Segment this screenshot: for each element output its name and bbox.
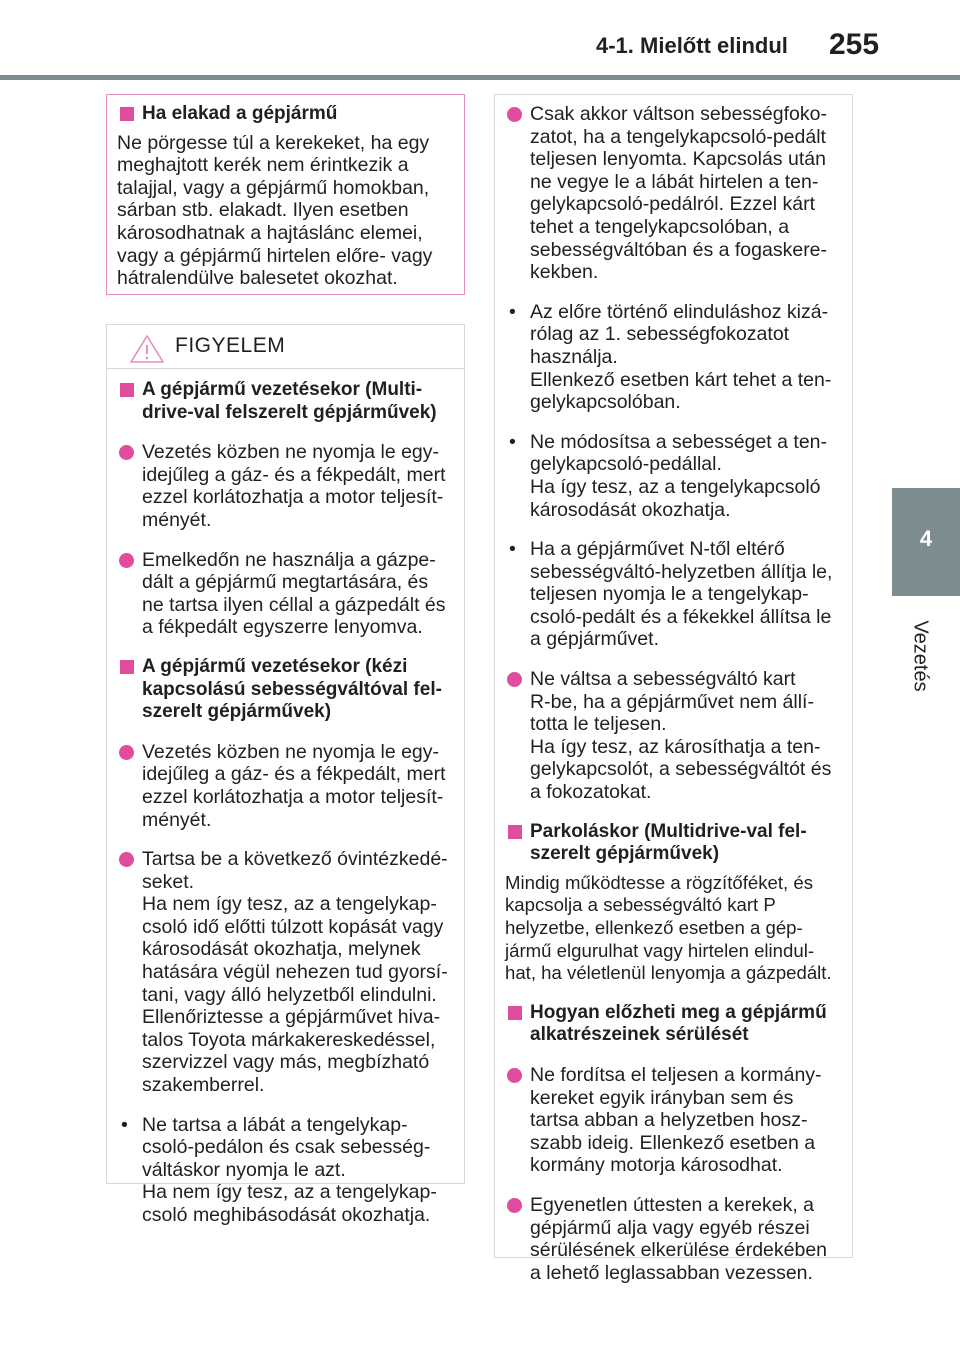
sub-bullet-stop-position: • Ha a gépjárművet N-től eltérő sebességváltó-helyzetben állítja le, teljesen nyomja le a tengelykap- csoló-pedált és a fékekkel állítsa le a gépjárművet. — [505, 538, 842, 651]
bullet-precautions: Tartsa be a következő óvintézkedé- seket. Ha nem így tesz, az a tengelykap- csoló idő előtti túlzott kopását vagy károsodását okozhatja, melynek hatására végül nehezen tud gyorsí- tani, vagy álló helyzetből elindulni. Ellenőriztesse a gépjárművet hiva- talos Toyota márkakereskedéssel, szervizzel vagy más, megbízható szakemberrel. — [117, 848, 454, 1097]
chapter-tab[interactable] — [892, 488, 960, 596]
note-text: Ne pörgesse túl a kerekeket, ha egy meghajtott kerék nem érintkezik a talajjal, vagy a gépjármű homokban, sárban stb. elakadt. Ilyen esetben károsodhatnak a hajtáslánc elemei, vagy a gépjármű hirtelen előre- vagy hátralendülve balesetet okozhat. — [117, 131, 433, 290]
heading-prevent-damage: Hogyan előzheti meg a gépjármű alkatrészeinek sérülését — [505, 1002, 842, 1047]
warning-triangle-icon — [129, 334, 165, 364]
note-box — [106, 94, 465, 295]
bullet-slope: Emelkedőn ne használja a gázpe- dált a gépjármű megtartására, és ne tartsa ilyen céllal a gázpedált és a fékpedált egyszerre lenyomva. — [117, 549, 454, 639]
chapter-number: 4 — [919, 526, 933, 551]
header-rule — [0, 75, 960, 80]
bullet-steering: Ne fordítsa el teljesen a kormány- kereket egyik irányban sem és tartsa abban a helyzetben hosz- szabb ideig. Ellenkező esetben a kormány motorja károsodhat. — [505, 1064, 842, 1177]
heading-parking: Parkoláskor (Multidrive-val fel- szerelt gépjárművek) — [505, 821, 842, 866]
bullet-pedals-manual: Vezetés közben ne nyomja le egy- idejűleg a gáz- és a fékpedált, mert ezzel korlátozhatja a motor teljesít- ményét. — [117, 741, 454, 831]
warning-heading-multidrive: A gépjármű vezetésekor (Multi- drive-val felszerelt gépjárművek) — [117, 379, 454, 424]
page-number: 255 — [829, 28, 880, 61]
sub-bullet-clutch-foot: • Ne tartsa a lábát a tengelykap- csoló-pedálon és csak sebesség- váltáskor nyomja le azt. Ha nem így tesz, az a tengelykap- csoló meghibásodását okozhatja. — [117, 1114, 454, 1227]
bullet-pedals-multidrive: Vezetés közben ne nyomja le egy- idejűleg a gáz- és a fékpedált, mert ezzel korlátozhatja a motor teljesít- ményét. — [117, 441, 454, 531]
note-heading: Ha elakad a gépjármű — [117, 103, 454, 126]
section-title: 4-1. Mielőtt elindul — [596, 33, 788, 58]
bullet-gear-change: Csak akkor váltson sebességfoko- zatot, ha a tengelykapcsoló-pedált teljesen lenyomta. Kapcsolás után ne vegye le a lábát hirtelen a ten- gelykapcsoló-pedálról. Ezzel kárt tehet a tengelykapcsolóban, a sebességváltóban és a fogaskere- kekben. — [505, 103, 842, 284]
page-header — [0, 0, 960, 80]
bullet-reverse: Ne váltsa a sebességváltó kart R-be, ha a gépjárművet nem állí- totta le teljesen. Ha így tesz, az károsíthatja a ten- gelykapcsolót, a sebességváltót és a fokozatokat. — [505, 668, 842, 804]
sub-bullet-speed-clutch: • Ne módosítsa a sebességet a ten- gelykapcsoló-pedállal. Ha így tesz, az a tengelykapcsoló károsodását okozhatja. — [505, 431, 842, 521]
warning-heading-manual: A gépjármű vezetésekor (kézi kapcsolású sebességváltóval fel- szerelt gépjárművek) — [117, 656, 454, 724]
warning-box — [106, 324, 465, 1226]
warning-continuation-box — [494, 94, 853, 1284]
bullet-rough-road: Egyenetlen úttesten a kerekek, a gépjármű alja vagy egyéb részei sérülésének elkerülése érdekében a lehető leglassabban vezessen. — [505, 1194, 842, 1284]
parking-text: Mindig működtesse a rögzítőféket, és kapcsolja a sebességváltó kart P helyzetbe, ellenkező esetben a gép- jármű elgurulhat vagy hirtelen elindul- hat, ha véletlenül lenyomja a gázpedált. — [505, 871, 832, 984]
warning-header — [107, 325, 464, 369]
chapter-name — [888, 610, 952, 710]
chapter-name-label: Vezetés — [909, 620, 932, 692]
warning-title: FIGYELEM — [175, 334, 286, 357]
sub-bullet-first-gear: • Az előre történő elinduláshoz kizá- rólag az 1. sebességfokozatot használja. Ellenkező esetben kárt tehet a ten- gelykapcsolóban. — [505, 301, 842, 414]
